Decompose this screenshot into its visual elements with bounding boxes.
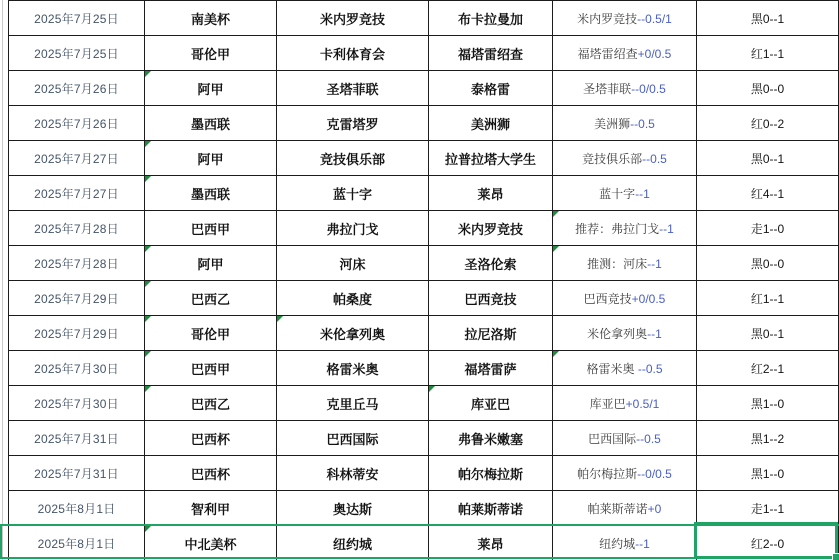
cell-date[interactable]: 2025年7月27日 [9,176,145,211]
cell-away[interactable]: 福塔雷萨 [429,351,553,386]
cell-handicap[interactable] [553,176,697,211]
table-row [9,211,839,246]
handicap-team-text: 巴西国际 [588,431,637,446]
cell-date[interactable]: 2025年8月1日 [9,526,145,560]
cell-result[interactable]: 走1--1 [697,491,839,526]
cell-result[interactable]: 黑0--0 [697,71,839,106]
cell-handicap[interactable] [553,211,697,246]
table-row [9,456,839,491]
handicap-team-text: 米伦拿列奥 [587,326,648,341]
cell-league[interactable]: 中北美杯 [145,526,277,560]
handicap-line-value: --0/0.5 [637,466,672,481]
handicap-line-value: --0/0.5 [631,81,666,96]
cell-handicap[interactable] [553,491,697,526]
handicap-team-text: 帕尔梅拉斯 [577,466,638,481]
cell-home[interactable]: 弗拉门戈 [277,211,429,246]
handicap-line-value: --0.5 [637,361,663,376]
cell-away[interactable]: 库亚巴 [429,386,553,421]
cell-home[interactable]: 克雷塔罗 [277,106,429,141]
cell-indicator-triangle-icon [145,316,151,322]
handicap-line-value: --1 [635,186,650,201]
cell-handicap[interactable] [553,421,697,456]
cell-home[interactable]: 格雷米奥 [277,351,429,386]
cell-result[interactable]: 黑0--1 [697,1,839,36]
handicap-line-value: +0 [647,501,662,516]
handicap-line-value: --1 [647,326,662,341]
table-row [9,351,839,386]
handicap-line-value: --1 [647,256,662,271]
cell-handicap[interactable] [553,316,697,351]
cell-league[interactable]: 巴西甲 [145,211,277,246]
cell-indicator-triangle-icon [145,351,151,357]
table-row [9,141,839,176]
cell-league[interactable]: 南美杯 [145,1,277,36]
cell-home[interactable]: 卡利体育会 [277,36,429,71]
handicap-team-text: 纽约城 [599,536,636,551]
cell-home[interactable]: 奥达斯 [277,491,429,526]
cell-handicap[interactable] [553,246,697,281]
cell-league[interactable]: 墨西联 [145,176,277,211]
table-row [9,1,839,36]
handicap-team-text: 福塔雷绍查 [577,46,638,61]
cell-date[interactable]: 2025年7月28日 [9,211,145,246]
cell-date[interactable]: 2025年7月29日 [9,316,145,351]
cell-home[interactable]: 纽约城 [277,526,429,560]
cell-handicap[interactable] [553,36,697,71]
cell-handicap[interactable] [553,106,697,141]
cell-result[interactable]: 黑1--2 [697,421,839,456]
cell-indicator-triangle-icon [145,141,151,147]
handicap-team-text: 推荐：弗拉门戈 [575,221,660,236]
cell-date[interactable]: 2025年7月26日 [9,71,145,106]
cell-league[interactable]: 阿甲 [145,246,277,281]
handicap-line-value: --1 [659,221,674,236]
table-row [9,386,839,421]
table-body [9,1,839,560]
handicap-line-value: --1 [635,536,650,551]
cell-away[interactable]: 帕尔梅拉斯 [429,456,553,491]
handicap-line-value: +0.5/1 [625,396,660,411]
cell-handicap[interactable] [553,141,697,176]
cell-league[interactable]: 阿甲 [145,141,277,176]
handicap-line-value: --0.5/1 [637,11,672,26]
cell-league[interactable]: 智利甲 [145,491,277,526]
cell-indicator-triangle-icon [553,351,559,357]
cell-handicap[interactable] [553,281,697,316]
cell-indicator-triangle-icon [277,316,283,322]
cell-home[interactable]: 竞技俱乐部 [277,141,429,176]
cell-league[interactable]: 巴西乙 [145,281,277,316]
cell-date[interactable]: 2025年7月29日 [9,281,145,316]
handicap-line-value: --0.5 [642,151,667,166]
table-row [9,421,839,456]
cell-league[interactable]: 巴西乙 [145,386,277,421]
cell-handicap[interactable] [553,1,697,36]
cell-home[interactable]: 米伦拿列奥 [277,316,429,351]
cell-away[interactable]: 福塔雷绍查 [429,36,553,71]
handicap-team-text: 竞技俱乐部 [582,151,643,166]
cell-home[interactable]: 河床 [277,246,429,281]
cell-indicator-triangle-icon [553,211,559,217]
table-row [9,491,839,526]
cell-date[interactable]: 2025年7月31日 [9,421,145,456]
cell-away[interactable]: 弗鲁米嫩塞 [429,421,553,456]
cell-away[interactable]: 拉尼洛斯 [429,316,553,351]
cell-home[interactable]: 圣塔菲联 [277,71,429,106]
cell-league[interactable]: 巴西杯 [145,421,277,456]
cell-date[interactable]: 2025年7月27日 [9,141,145,176]
cell-home[interactable]: 蓝十字 [277,176,429,211]
table-row [9,36,839,71]
cell-indicator-triangle-icon [145,526,151,532]
handicap-line-value: +0/0.5 [637,46,672,61]
table-row [9,71,839,106]
cell-away[interactable]: 圣洛伦索 [429,246,553,281]
cell-result[interactable]: 黑1--0 [697,386,839,421]
cell-date[interactable]: 2025年7月28日 [9,246,145,281]
cell-result[interactable]: 红0--2 [697,106,839,141]
handicap-team-text: 美洲狮 [594,116,631,131]
table-row [9,246,839,281]
cell-home[interactable]: 科林蒂安 [277,456,429,491]
cell-away[interactable]: 莱昂 [429,526,553,560]
handicap-team-text: 库亚巴 [589,396,626,411]
cell-away[interactable]: 美洲狮 [429,106,553,141]
cell-away[interactable]: 帕莱斯蒂诺 [429,491,553,526]
cell-home[interactable]: 米内罗竞技 [277,1,429,36]
table-row [9,106,839,141]
cell-league[interactable]: 哥伦甲 [145,36,277,71]
cell-result[interactable]: 黑0--0 [697,246,839,281]
handicap-team-text: 推测：河床 [587,256,648,271]
cell-away[interactable]: 泰格雷 [429,71,553,106]
cell-date[interactable]: 2025年7月26日 [9,106,145,141]
cell-date[interactable]: 2025年8月1日 [9,491,145,526]
cell-league[interactable]: 阿甲 [145,71,277,106]
row-selection-border-bottom [0,557,839,559]
cell-league[interactable]: 巴西甲 [145,351,277,386]
cell-away[interactable]: 拉普拉塔大学生 [429,141,553,176]
cell-result[interactable]: 黑1--0 [697,456,839,491]
handicap-team-text: 蓝十字 [599,186,636,201]
cell-result[interactable]: 黑0--1 [697,141,839,176]
cell-home[interactable]: 克里丘马 [277,386,429,421]
cell-result[interactable]: 红4--1 [697,176,839,211]
cell-league[interactable]: 哥伦甲 [145,316,277,351]
cell-home[interactable]: 帕桑度 [277,281,429,316]
selection-fill-handle[interactable] [832,553,839,560]
handicap-line-value: +0/0.5 [631,291,666,306]
handicap-line-value: --0.5 [636,431,661,446]
cell-date[interactable]: 2025年7月31日 [9,456,145,491]
cell-handicap[interactable] [553,386,697,421]
cell-away[interactable]: 米内罗竞技 [429,211,553,246]
table-row [9,316,839,351]
row-selection-border-top [0,524,839,526]
row-selection-border-left [0,524,2,559]
handicap-team-text: 帕莱斯蒂诺 [587,501,648,516]
cell-handicap[interactable] [553,526,697,560]
cell-date[interactable]: 2025年7月25日 [9,36,145,71]
cell-handicap[interactable] [553,71,697,106]
cell-date[interactable]: 2025年7月25日 [9,1,145,36]
handicap-team-text: 米内罗竞技 [577,11,638,26]
cell-result[interactable]: 红2--1 [697,351,839,386]
cell-handicap[interactable] [553,456,697,491]
handicap-team-text: 格雷米奥 [586,361,638,376]
cell-league[interactable]: 墨西联 [145,106,277,141]
cell-result[interactable]: 红1--1 [697,36,839,71]
match-results-table [8,0,839,560]
cell-indicator-triangle-icon [553,246,559,252]
cell-result[interactable]: 黑0--1 [697,316,839,351]
table-row [9,176,839,211]
cell-home[interactable]: 巴西国际 [277,421,429,456]
cell-away[interactable]: 巴西竞技 [429,281,553,316]
cell-date[interactable]: 2025年7月30日 [9,386,145,421]
cell-result[interactable]: 红1--1 [697,281,839,316]
cell-indicator-triangle-icon [145,246,151,252]
cell-league[interactable]: 巴西杯 [145,456,277,491]
handicap-team-text: 圣塔菲联 [583,81,632,96]
cell-away[interactable]: 莱昂 [429,176,553,211]
cell-indicator-triangle-icon [145,71,151,77]
table-row [9,526,839,560]
cell-away[interactable]: 布卡拉曼加 [429,1,553,36]
cell-indicator-triangle-icon [145,386,151,392]
cell-indicator-triangle-icon [145,176,151,182]
handicap-line-value: --0.5 [630,116,655,131]
cell-result[interactable]: 走1--0 [697,211,839,246]
cropped-left-column-border [2,0,3,560]
cell-result[interactable]: 红2--0 [697,526,839,560]
cell-date[interactable]: 2025年7月30日 [9,351,145,386]
cell-indicator-triangle-icon [429,386,435,392]
handicap-team-text: 巴西竞技 [583,291,632,306]
cell-indicator-triangle-icon [145,281,151,287]
cell-handicap[interactable] [553,351,697,386]
table-row [9,281,839,316]
